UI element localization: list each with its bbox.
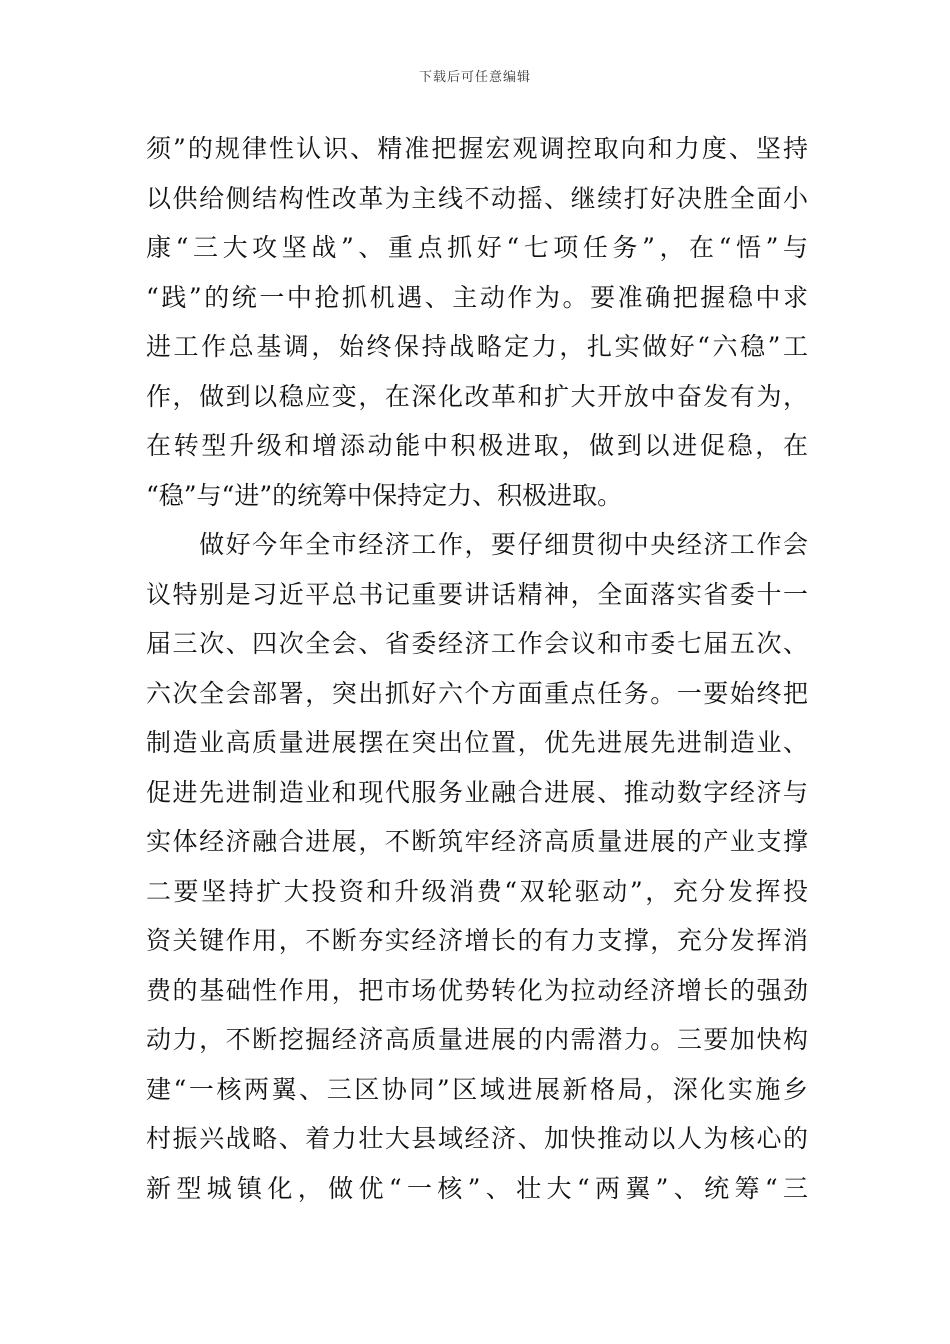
text-line: 动力，不断挖掘经济高质量进展的内需潜力。三要加快构	[146, 1025, 808, 1054]
document-body	[146, 124, 808, 1213]
text-line: “践”的统一中抢抓机遇、主动作为。要准确把握稳中求	[146, 282, 808, 312]
text-line: 新型城镇化，做优“一核”、壮大“两翼”、统筹“三	[146, 1173, 808, 1203]
text-line: 以供给侧结构性改革为主线不动摇、继续打好决胜全面小	[146, 183, 808, 213]
text-line: 做好今年全市经济工作，要仔细贯彻中央经济工作会	[146, 530, 808, 559]
text-line: 促进先进制造业和现代服务业融合进展、推动数字经济与	[146, 777, 808, 807]
text-line: 二要坚持扩大投资和升级消费“双轮驱动”，充分发挥投	[146, 876, 808, 906]
paragraph-1	[146, 124, 808, 520]
text-line: 进工作总基调，始终保持战略定力，扎实做好“六稳”工	[146, 332, 808, 361]
text-line: 建“一核两翼、三区协同”区域进展新格局，深化实施乡	[146, 1074, 808, 1104]
text-line: 村振兴战略、着力壮大县域经济、加快推动以人为核心的	[146, 1124, 808, 1153]
text-line: 在转型升级和增添动能中积极进取，做到以进促稳，在	[146, 431, 808, 460]
text-line: 届三次、四次全会、省委经济工作会议和市委七届五次、	[146, 629, 808, 658]
text-line: 制造业高质量进展摆在突出位置，优先进展先进制造业、	[146, 728, 808, 757]
text-line: 议特别是习近平总书记重要讲话精神，全面落实省委十一	[146, 579, 808, 609]
page-header-note: 下载后可任意编辑	[418, 70, 531, 85]
text-line: 六次全会部署，突出抓好六个方面重点任务。一要始终把	[146, 678, 808, 708]
text-line: “稳”与“进”的统筹中保持定力、积极进取。	[146, 480, 623, 510]
text-line: 须”的规律性认识、精准把握宏观调控取向和力度、坚持	[146, 134, 808, 163]
text-line: 资关键作用，不断夯实经济增长的有力支撑，充分发挥消	[146, 926, 808, 955]
text-line: 作，做到以稳应变，在深化改革和扩大开放中奋发有为，	[146, 381, 808, 411]
text-line: 费的基础性作用，把市场优势转化为拉动经济增长的强劲	[146, 975, 808, 1005]
paragraph-2	[146, 520, 808, 1213]
text-line: 实体经济融合进展，不断筑牢经济高质量进展的产业支撑	[146, 827, 808, 856]
text-line: 康“三大攻坚战”、重点抓好“七项任务”，在“悟”与	[146, 233, 808, 262]
